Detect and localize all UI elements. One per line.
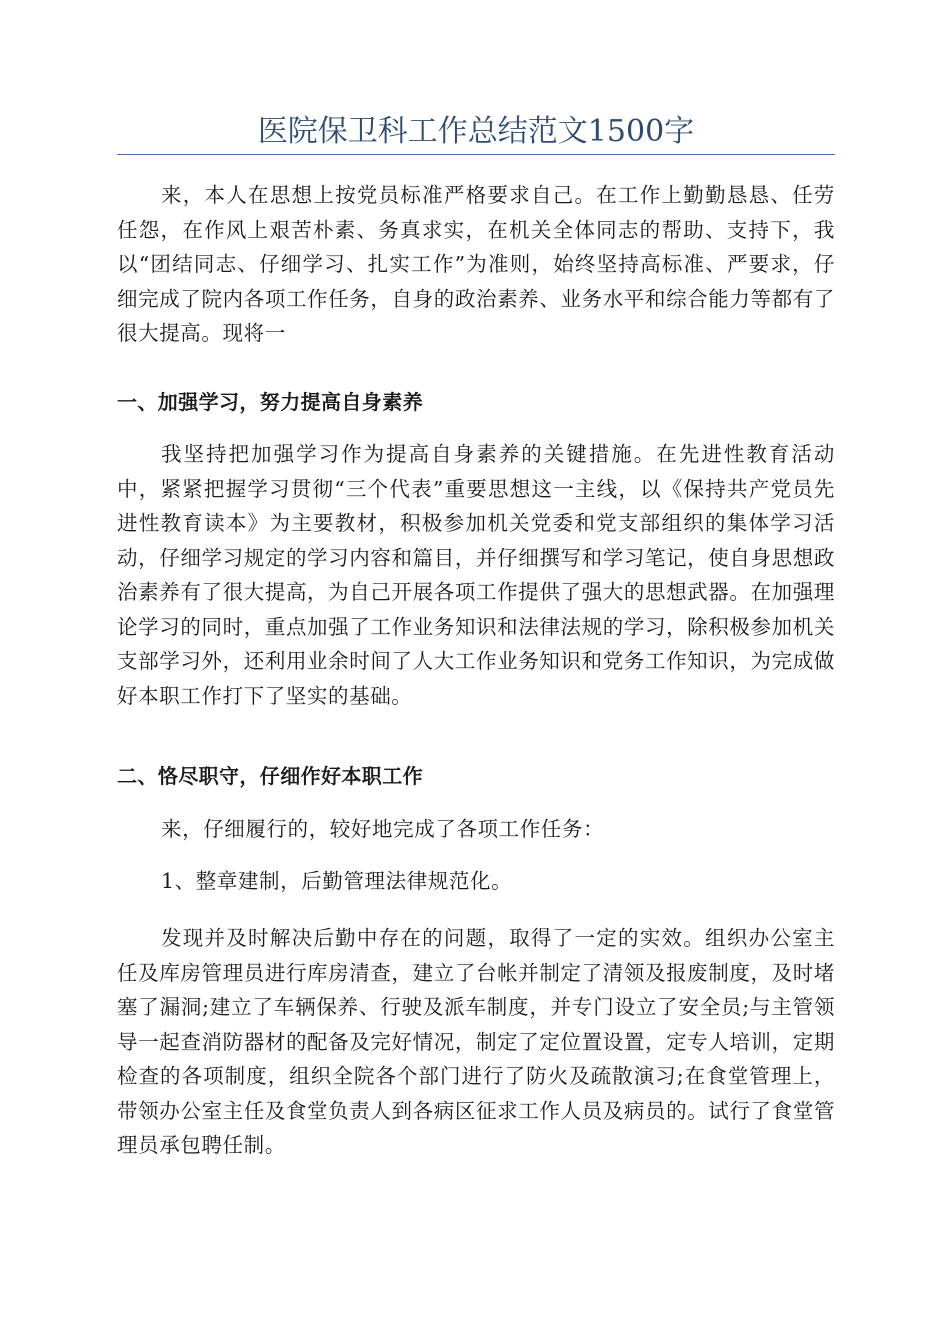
document-title: 医院保卫科工作总结范文1500字 [257, 114, 695, 149]
intro-paragraph-block [117, 178, 835, 351]
study-paragraph-block [117, 437, 835, 713]
logistics-paragraph-block [117, 921, 835, 1163]
duty-paragraph: 来，仔细履行的，较好地完成了各项工作任务： [161, 817, 605, 841]
section-heading-1-block [117, 385, 835, 419]
title-underline [117, 154, 835, 155]
section-heading-2: 二、恪尽职守，仔细作好本职工作 [117, 764, 423, 788]
intro-paragraph: 来，本人在思想上按党员标准严格要求自己。在工作上勤勤恳恳、任劳任怨，在作风上艰苦朴素、务真求实，在机关全体同志的帮助、支持下，我以“团结同志、仔细学习、扎实工作”为准则，始终坚持高标准、严要求，仔细完成了院内各项工作任务，自身的政治素养、业务水平和综合能力等都有了很大提高。现将一 [117, 183, 835, 345]
subsection-1-title: 1、整章建制，后勤管理法律规范化。 [161, 869, 513, 893]
subsection-1-block [117, 864, 835, 899]
logistics-paragraph: 发现并及时解决后勤中存在的问题，取得了一定的实效。组织办公室主任及库房管理员进行库房清查，建立了台帐并制定了清领及报废制度，及时堵塞了漏洞;建立了车辆保养、行驶及派车制度，并专门设立了安全员;与主管领导一起查消防器材的配备及完好情况，制定了定位置设置，定专人培训，定期检查的各项制度，组织全院各个部门进行了防火及疏散演习;在食堂管理上，带领办公室主任及食堂负责人到各病区征求工作人员及病员的。试行了食堂管理员承包聘任制。 [117, 926, 835, 1157]
section-heading-2-block [117, 759, 835, 793]
duty-paragraph-block [117, 812, 835, 847]
study-paragraph: 我坚持把加强学习作为提高自身素养的关键措施。在先进性教育活动中，紧紧把握学习贯彻“三个代表”重要思想这一主线，以《保持共产党员先进性教育读本》为主要教材，积极参加机关党委和党支部组织的集体学习活动，仔细学习规定的学习内容和篇目，并仔细撰写和学习笔记，使自身思想政治素养有了很大提高，为自己开展各项工作提供了强大的思想武器。在加强理论学习的同时，重点加强了工作业务知识和法律法规的学习，除积极参加机关支部学习外，还利用业余时间了人大工作业务知识和党务工作知识，为完成做好本职工作打下了坚实的基础。 [117, 442, 835, 708]
section-heading-1: 一、加强学习，努力提高自身素养 [117, 390, 423, 414]
